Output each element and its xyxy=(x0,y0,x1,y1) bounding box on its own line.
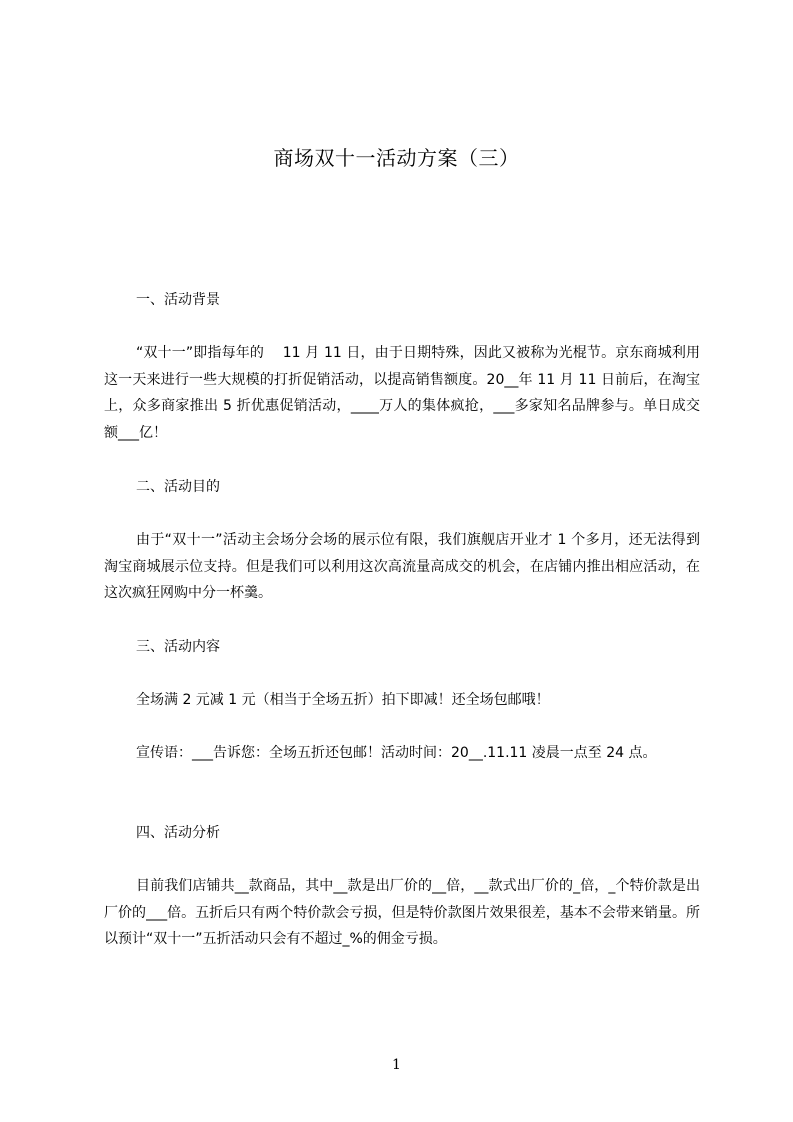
section-heading-purpose: 二、活动目的 xyxy=(136,479,220,495)
paragraph-content-slogan: 宣传语：___告诉您：全场五折还包邮！活动时间：20__.11.11 凌晨一点至 24 点。 xyxy=(136,745,657,761)
page-number: 1 xyxy=(392,1057,401,1073)
paragraph-purpose: 由于“双十一”活动主会场分会场的展示位有限，我们旗舰店开业才 1 个多月，还无法得到淘宝商城展示位支持。但是我们可以利用这次高流量高成交的机会，在店铺内推出相应活动，在这次疯狂网购中分一杯羹。 xyxy=(104,532,700,602)
document-title: 商场双十一活动方案（三） xyxy=(273,146,520,170)
section-heading-background: 一、活动背景 xyxy=(136,292,220,308)
paragraph-background: “双十一”即指每年的 11 月 11 日，由于日期特殊，因此又被称为光棍节。京东商城利用这一天来进行一些大规模的打折促销活动，以提高销售额度。20__年 11 月 11 日前后，在淘宝上，众多商家推出 5 折优惠促销活动，____万人的集体疯抢，___多家知名品牌参与。单日成交额___亿！ xyxy=(104,345,700,442)
section-heading-analysis: 四、活动分析 xyxy=(136,825,220,841)
section-heading-content: 三、活动内容 xyxy=(136,639,220,655)
paragraph-content-offer: 全场满 2 元减 1 元（相当于全场五折）拍下即减！还全场包邮哦！ xyxy=(136,692,550,708)
paragraph-analysis: 目前我们店铺共__款商品，其中__款是出厂价的__倍，__款式出厂价的_倍，_个特价款是出厂价的___倍。五折后只有两个特价款会亏损，但是特价款图片效果很差，基本不会带来销量。所以预计“双十一”五折活动只会有不超过_%的佣金亏损。 xyxy=(104,878,700,948)
